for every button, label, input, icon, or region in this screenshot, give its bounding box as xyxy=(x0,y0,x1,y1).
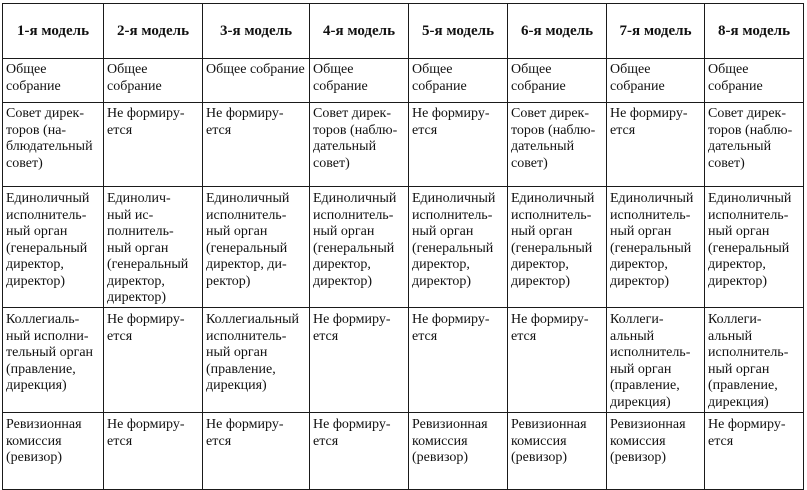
table-cell: Единоличный исполнитель- ный орган (генеральный директор, ди- ректор) xyxy=(203,187,310,308)
table-cell: Общее собрание xyxy=(203,59,310,103)
table-cell: Единоличный исполнитель- ный орган (генеральный директор, директор) xyxy=(508,187,607,308)
table-cell: Не формиру- ется xyxy=(104,103,203,187)
table-cell: Коллеги- альный исполнитель- ный орган (правление, дирекция) xyxy=(705,308,804,413)
table-row-audit-commission xyxy=(3,413,804,490)
table-cell: Ревизионная комиссия (ревизор) xyxy=(3,413,104,490)
header-row xyxy=(3,4,804,59)
table-cell: Общее собрание xyxy=(607,59,705,103)
table-cell: Единоличный исполнитель- ный орган (генеральный директор, директор) xyxy=(705,187,804,308)
table-cell: Совет дирек- торов (наблю- дательный совет) xyxy=(705,103,804,187)
table-cell: Ревизионная комиссия (ревизор) xyxy=(409,413,508,490)
table-cell: Единоличный исполнитель- ный орган (генеральный директор, директор) xyxy=(310,187,409,308)
table-cell: Единоличный исполнитель- ный орган (генеральный директор, директор) xyxy=(3,187,104,308)
table-cell: Коллегиальный исполнитель- ный орган (правление, дирекция) xyxy=(203,308,310,413)
table-row-sole-executive-body xyxy=(3,187,804,308)
table-cell: Не формиру- ется xyxy=(409,308,508,413)
header-model-1: 1-я модель xyxy=(3,4,104,59)
table-cell: Общее собрание xyxy=(508,59,607,103)
table-cell: Не формиру- ется xyxy=(104,413,203,490)
table-cell: Не формиру- ется xyxy=(203,103,310,187)
table-cell: Не формиру- ется xyxy=(508,308,607,413)
table-row-collegial-executive-body xyxy=(3,308,804,413)
table-row-board-of-directors xyxy=(3,103,804,187)
table-cell: Ревизионная комиссия (ревизор) xyxy=(508,413,607,490)
table-cell: Коллегиаль- ный исполни- тельный орган (правление, дирекция) xyxy=(3,308,104,413)
header-model-7: 7-я модель xyxy=(607,4,705,59)
table-cell: Не формиру- ется xyxy=(310,413,409,490)
header-model-6: 6-я модель xyxy=(508,4,607,59)
table-cell: Коллеги- альный исполнитель- ный орган (правление, дирекция) xyxy=(607,308,705,413)
governance-models-table xyxy=(2,3,804,490)
table-cell: Единолич- ный ис- полнитель- ный орган (генеральный директор, директор) xyxy=(104,187,203,308)
table-cell: Не формиру- ется xyxy=(203,413,310,490)
header-model-8: 8-я модель xyxy=(705,4,804,59)
table-cell: Общее собрание xyxy=(705,59,804,103)
table-cell: Единоличный исполнитель- ный орган (генеральный директор, директор) xyxy=(607,187,705,308)
header-model-5: 5-я модель xyxy=(409,4,508,59)
header-model-3: 3-я модель xyxy=(203,4,310,59)
header-model-4: 4-я модель xyxy=(310,4,409,59)
table-cell: Единоличный исполнитель- ный орган (генеральный директор, директор) xyxy=(409,187,508,308)
table-cell: Ревизионная комиссия (ревизор) xyxy=(607,413,705,490)
table-cell: Не формиру- ется xyxy=(104,308,203,413)
table-cell: Общее собрание xyxy=(104,59,203,103)
table-row-general-meeting xyxy=(3,59,804,103)
table-cell: Не формиру- ется xyxy=(607,103,705,187)
table-cell: Общее собрание xyxy=(3,59,104,103)
table-cell: Не формиру- ется xyxy=(705,413,804,490)
table-cell: Не формиру- ется xyxy=(409,103,508,187)
table-cell: Совет дирек- торов (наблю- дательный совет) xyxy=(310,103,409,187)
table-cell: Общее собрание xyxy=(310,59,409,103)
table-cell: Общее собрание xyxy=(409,59,508,103)
table-cell: Не формиру- ется xyxy=(310,308,409,413)
header-model-2: 2-я модель xyxy=(104,4,203,59)
table-cell: Совет дирек- торов (наблю- дательный совет) xyxy=(508,103,607,187)
table-cell: Совет дирек- торов (на- блюдательный совет) xyxy=(3,103,104,187)
